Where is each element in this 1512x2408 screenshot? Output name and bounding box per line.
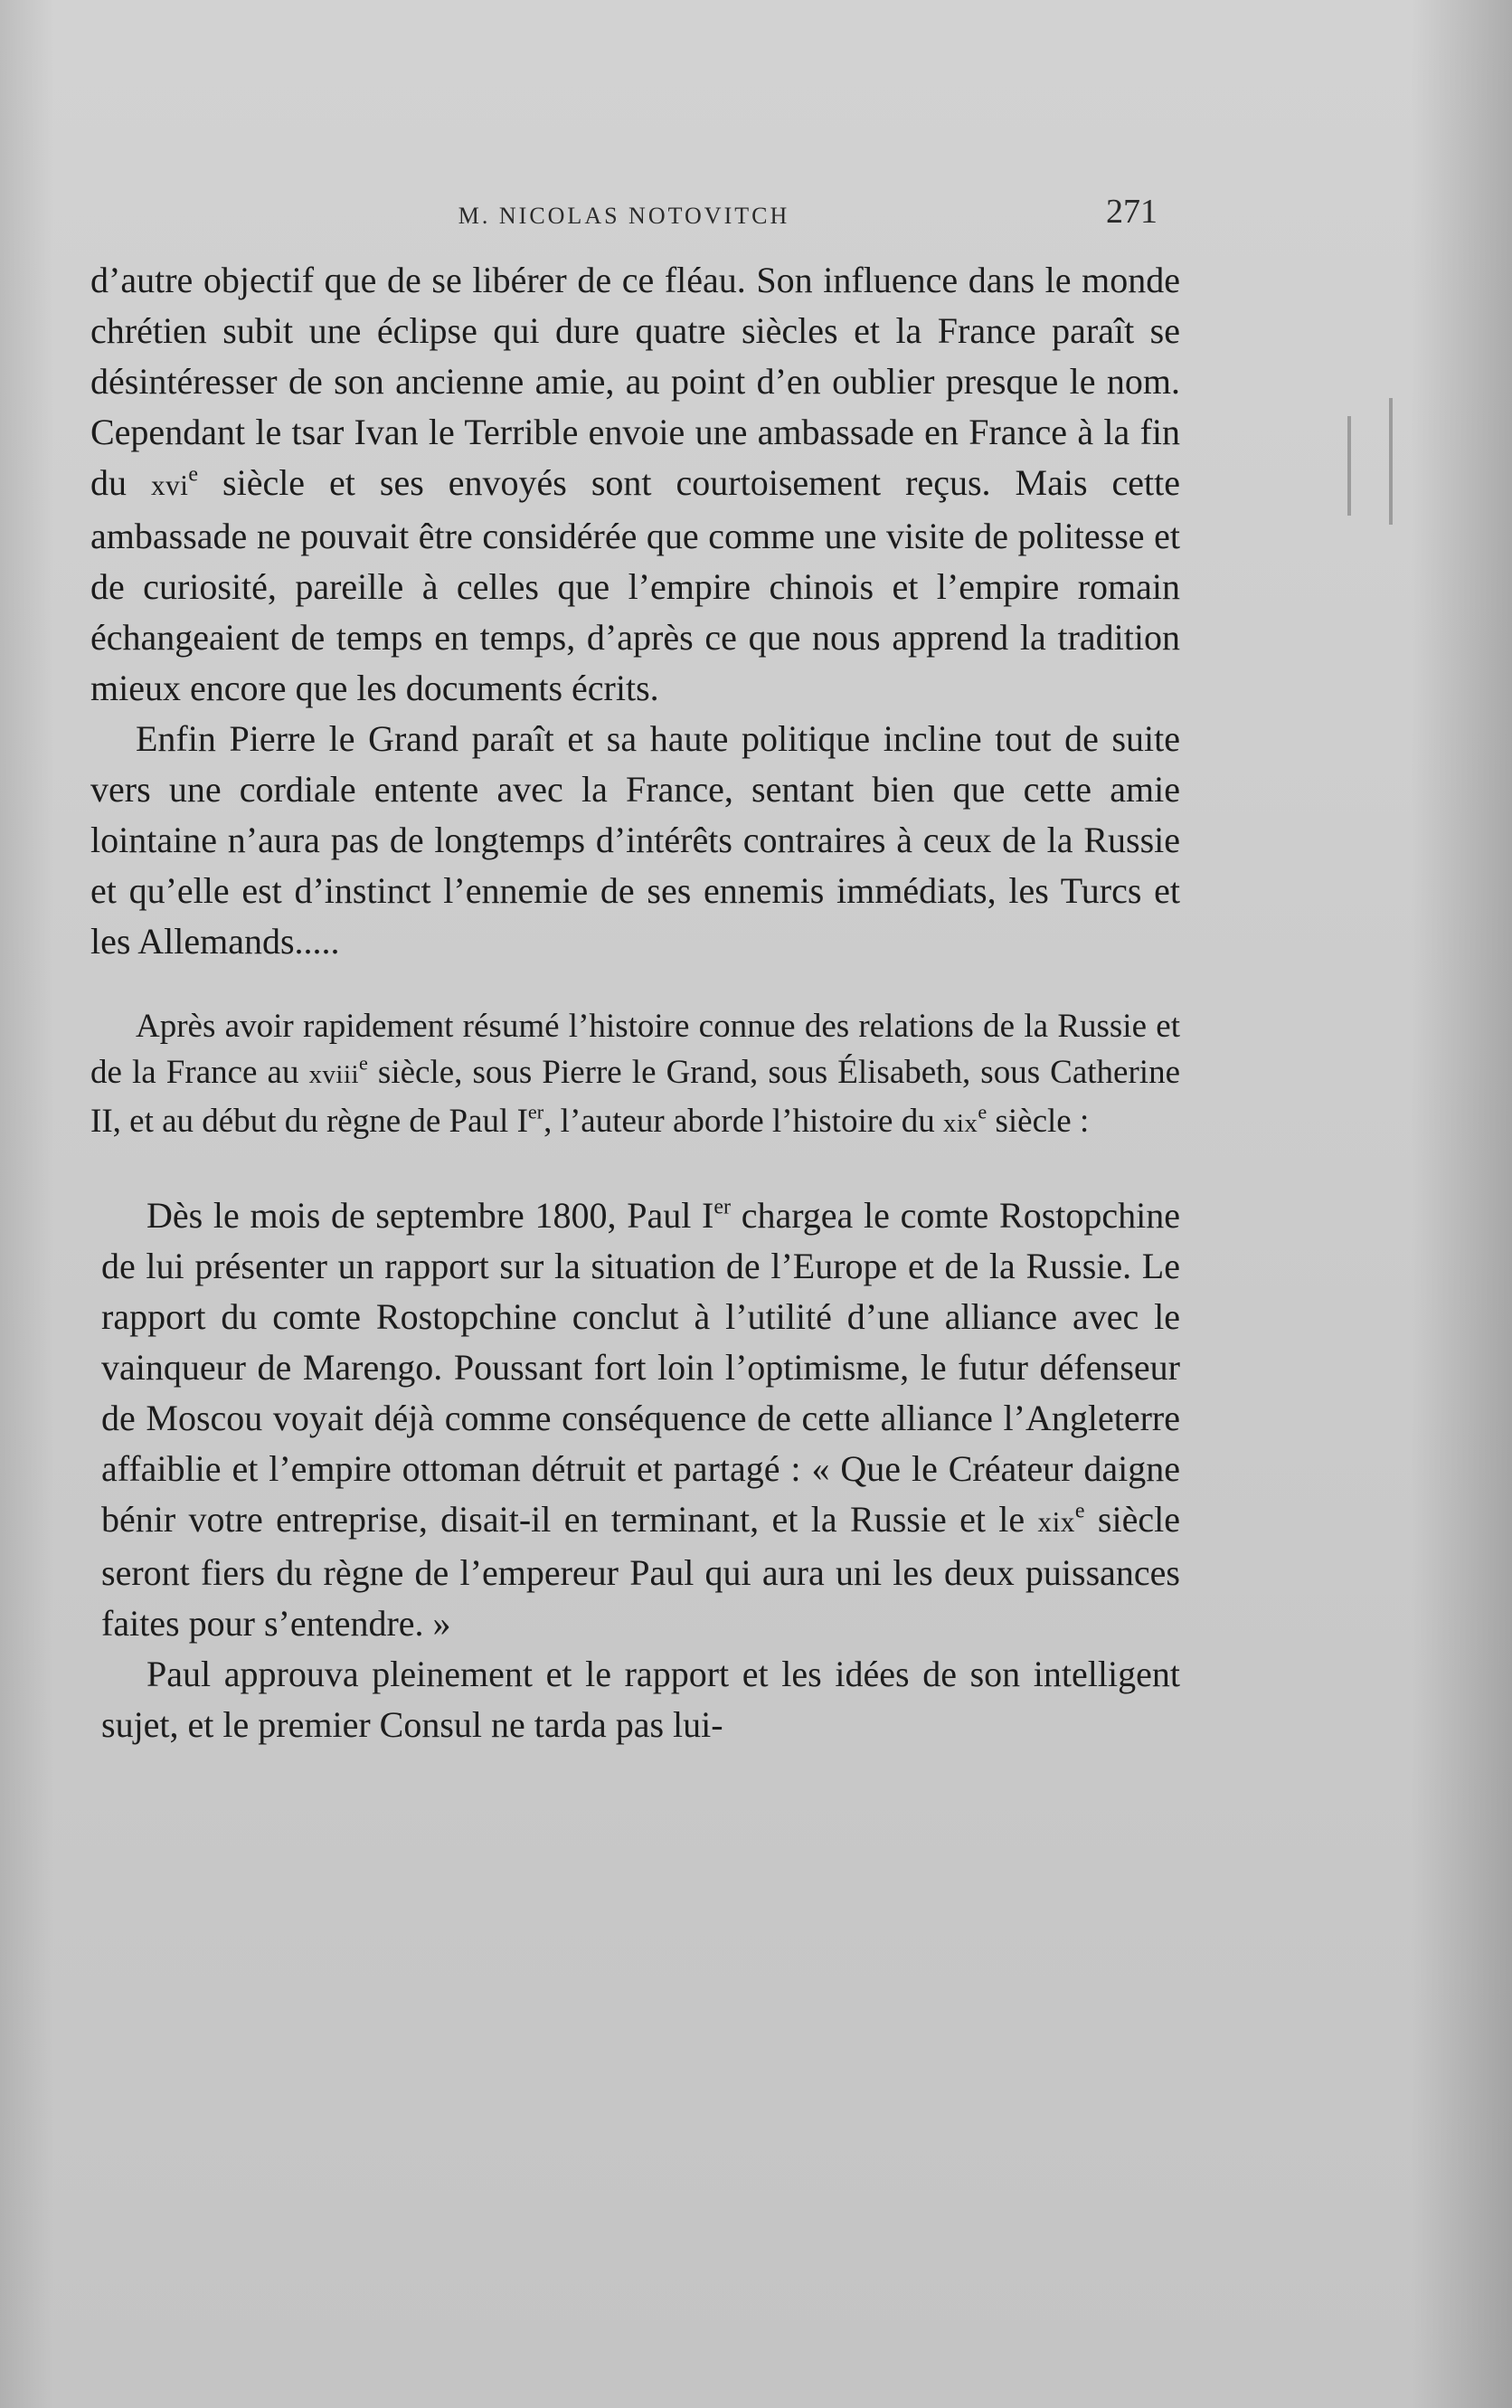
- paragraph-1: d’autre objectif que de se libérer de ce fléau. Son influence dans le monde chrétien subit une éclipse qui dure quatre siècles et la France paraît se désintéresser de son ancienne amie, au point d’en oublier presque le nom. Cependant le tsar Ivan le Terrible envoie une ambassade en France à la fin du xvi$^e$ siècle et ses envoyés sont courtoisement reçus. Mais cette ambassade ne pouvait être considérée que comme une visite de politesse et de curiosité, pareille à celles que l’empire chinois et l’empire romain échangeaient de temps en temps, d’après ce que nous apprend la tradition mieux encore que les documents écrits.: [90, 260, 1181, 708]
- page-edge-mark: [1389, 398, 1393, 525]
- page-body: [90, 255, 1180, 1750]
- quoted-paragraph-1: Dès le mois de septembre 1800, Paul Ier chargea le comte Rostopchine de lui présenter un rapport sur la situation de l’Europe et de la Russie. Le rapport du comte Rostopchine conclut à l’utilité d’une alliance avec le vainqueur de Marengo. Poussant fort loin l’optimisme, le futur défenseur de Moscou voyait déjà comme conséquence de cette alliance l’Angleterre affaiblie et l’empire ottoman détruit et partagé : « Que le Créateur daigne bénir votre entreprise, disait-il en terminant, et la Russie et le xix$^e$ siècle seront fiers du règne de l’empereur Paul qui aura uni les deux puissances faites pour s’entendre. »: [101, 1195, 1180, 1644]
- page-header: [90, 192, 1158, 246]
- summary-paragraph: Après avoir rapidement résumé l’histoire connue des relations de la Russie et de la France au xviii$^e$ siècle, sous Pierre le Grand, sous Élisabeth, sous Catherine II, et au début du règne de Paul Ier, l’auteur aborde l’histoire du xix$^e$ siècle :: [90, 1008, 1181, 1140]
- spacer: [90, 1147, 1180, 1190]
- running-head: M. NICOLAS NOTOVITCH: [458, 203, 790, 229]
- spacer: [90, 967, 1180, 1003]
- paragraph-2: Enfin Pierre le Grand paraît et sa haute politique incline tout de suite vers une cordiale entente avec la France, sentant bien que cette amie lointaine n’aura pas de longtemps d’intérêts contraires à ceux de la Russie et qu’elle est d’instinct l’ennemie de ses ennemis immédiats, les Turcs et les Allemands.....: [90, 718, 1180, 962]
- page-number: 271: [1106, 193, 1158, 231]
- page-edge-mark: [1347, 416, 1351, 516]
- quoted-paragraph-2: Paul approuva pleinement et le rapport et les idées de son intelligent sujet, et le premier Consul ne tarda pas lui-: [101, 1654, 1180, 1745]
